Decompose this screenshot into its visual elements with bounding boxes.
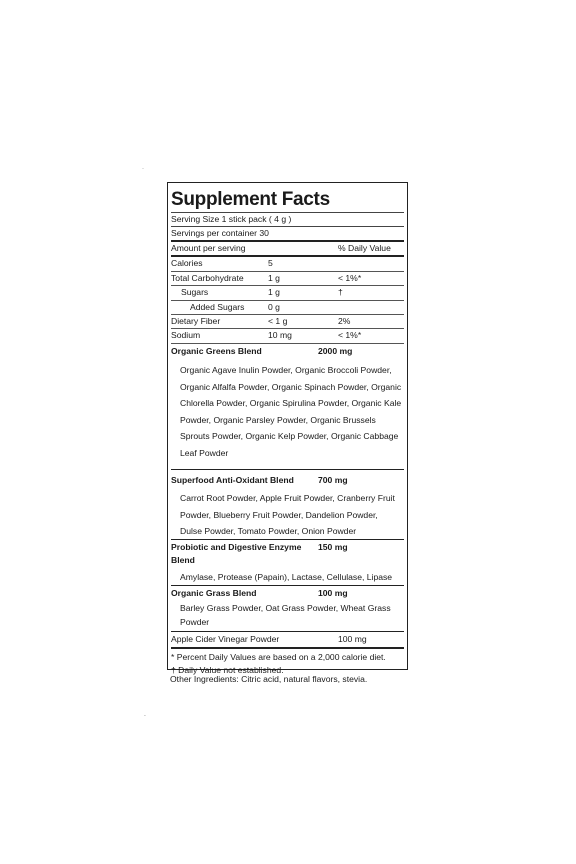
footnote-percent: * Percent Daily Values are based on a 2,000 calorie diet.: [171, 651, 386, 662]
amount-per-serving-label: Amount per serving: [171, 243, 246, 253]
footnote-dagger: † Daily Value not established.: [171, 665, 284, 676]
nutrient-row-sugars: [171, 286, 404, 300]
nutrient-amount: 0 g: [268, 301, 280, 312]
nutrient-dv: < 1%*: [338, 330, 362, 341]
nutrient-dv: 2%: [338, 316, 351, 327]
nutrient-row-sodium: [171, 329, 404, 343]
nutrient-row-added-sugars: [171, 301, 404, 315]
nutrient-name: Calories: [171, 258, 203, 269]
nutrient-row-dietary-fiber: [171, 315, 404, 329]
nutrient-amount: < 1 g: [268, 316, 288, 327]
nutrient-dv: < 1%*: [338, 272, 362, 283]
nutrient-name: Added Sugars: [190, 301, 245, 312]
nutrient-name: Sugars: [181, 287, 209, 298]
blend-name: Superfood Anti-Oxidant Blend: [171, 475, 294, 486]
nutrient-amount: 10 mg: [268, 330, 292, 341]
blend-probiotic-digestive-enzyme: [171, 541, 404, 587]
blend-organic-greens: [171, 345, 404, 471]
blend-superfood-anti-oxidant: [171, 473, 404, 540]
daily-value-label: % Daily Value: [338, 243, 391, 253]
blend-ingredients: Carrot Root Powder, Apple Fruit Powder, Cranberry Fruit Powder, Blueberry Fruit Powder, Dandelion Powder, Dulse Powder, Tomato Powder, Onion Powder: [180, 493, 395, 536]
blend-header: [171, 587, 404, 601]
blend-header: [171, 473, 404, 487]
nutrient-name: Total Carbohydrate: [171, 272, 244, 283]
nutrient-amount: 1 g: [268, 287, 280, 298]
blend-header: [171, 345, 404, 359]
blend-amount: 100 mg: [318, 588, 348, 599]
nutrient-dv: †: [338, 287, 343, 298]
nutrient-dv: [338, 301, 404, 314]
nutrient-amount: 1 g: [268, 272, 280, 283]
blend-name: Probiotic and Digestive Enzyme Blend: [171, 541, 302, 566]
nutrient-name: Sodium: [171, 330, 201, 341]
supplement-facts-panel: [167, 182, 408, 676]
blend-organic-grass: [171, 587, 404, 632]
acv-name: Apple Cider Vinegar Powder: [171, 633, 280, 644]
acv-amount: 100 mg: [338, 633, 367, 644]
servings-per-container: Servings per container 30: [171, 227, 404, 242]
nutrient-row-calories: [171, 257, 404, 271]
acv-row: [171, 632, 404, 649]
panel-title: Supplement Facts: [171, 187, 404, 213]
blend-ingredients: Amylase, Protease (Papain), Lactase, Cellulase, Lipase: [180, 571, 393, 582]
nutrient-name: Dietary Fiber: [171, 316, 221, 327]
blend-name: Organic Grass Blend: [171, 588, 257, 599]
stray-mark: `: [144, 716, 146, 722]
blend-name: Organic Greens Blend: [171, 345, 262, 356]
blend-header: [171, 541, 404, 568]
other-ingredients: Other Ingredients: Citric acid, natural flavors, stevia.: [170, 674, 368, 684]
nutrient-amount: 5: [268, 258, 273, 269]
blend-ingredients: Barley Grass Powder, Oat Grass Powder, Wheat Grass Powder: [180, 602, 391, 628]
stray-mark: ·: [142, 166, 144, 172]
header-row: [171, 242, 404, 257]
blend-amount: 700 mg: [318, 475, 348, 486]
nutrient-row-total-carbohydrate: [171, 272, 404, 286]
blend-ingredients: Organic Agave Inulin Powder, Organic Broccoli Powder, Organic Alfalfa Powder, Organic Spinach Powder, Organic Chlorella Powder, Organic Spirulina Powder, Organic Kale Powder, Organic Parsley Powder, Organic Brussels Sprouts Powder, Organic Kelp Powder, Organic Cabbage Leaf Powder: [180, 365, 402, 458]
blend-amount: 150 mg: [318, 541, 348, 552]
serving-size: Serving Size 1 stick pack ( 4 g ): [171, 213, 404, 227]
blend-amount: 2000 mg: [318, 345, 353, 356]
nutrient-dv: [338, 257, 404, 270]
